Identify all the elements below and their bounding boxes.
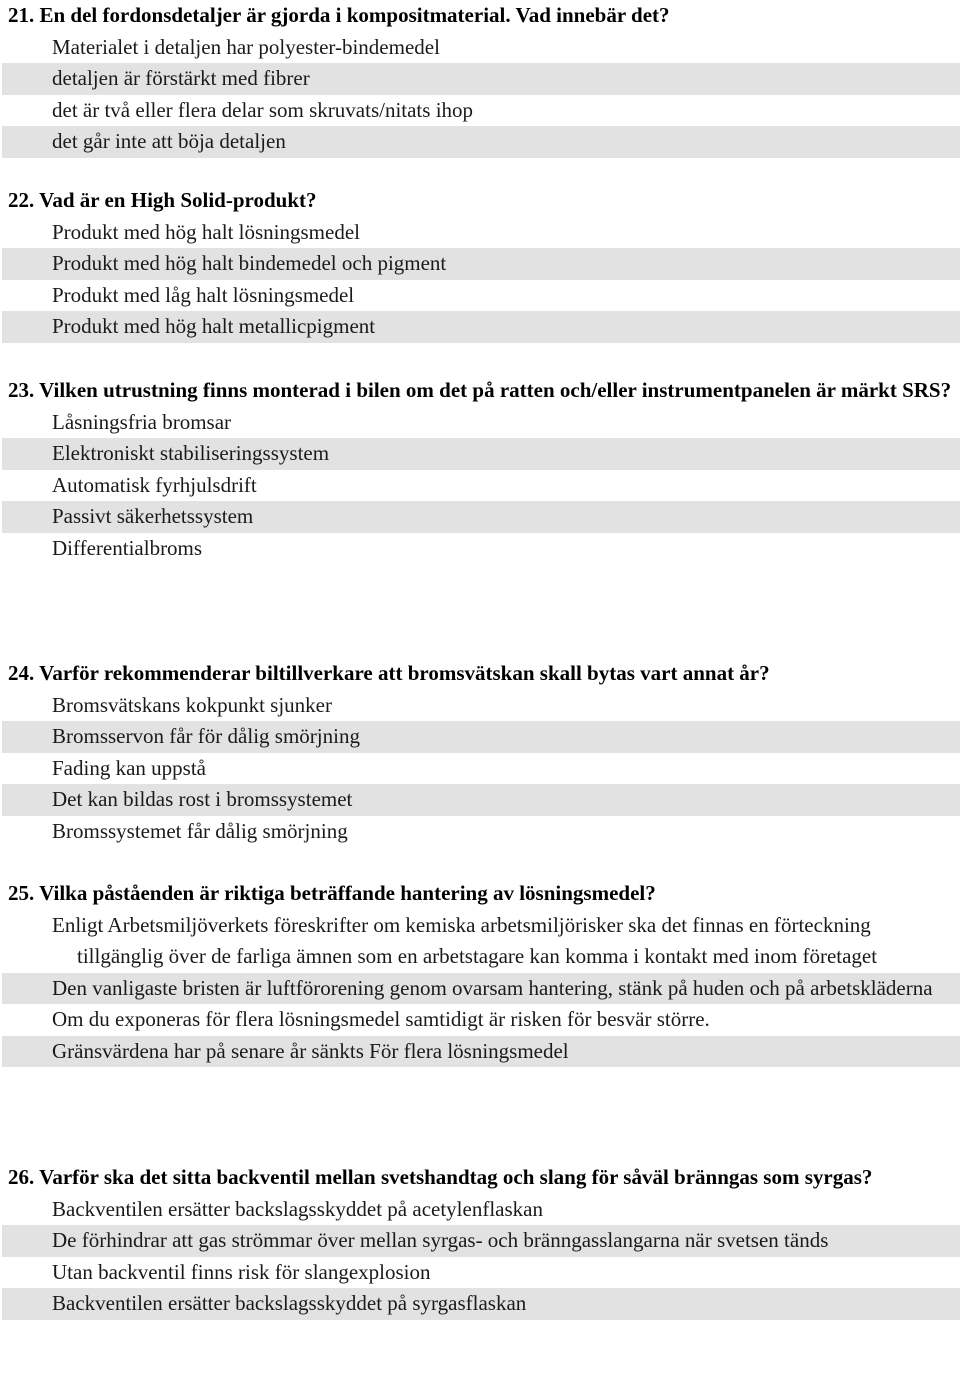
question-22 xyxy=(0,185,960,343)
answer-text: Enligt Arbetsmiljöverkets föreskrifter om kemiska arbetsmiljörisker ska det finnas en förteckning tillgänglig över de farliga ämnen som en arbetstagare kan komma i kontakt med inom företaget xyxy=(52,912,878,968)
answer-text: Bromsservon får för dålig smörjning xyxy=(52,724,360,748)
answer-option[interactable] xyxy=(2,1257,960,1289)
answer-text: Produkt med låg halt lösningsmedel xyxy=(52,282,355,307)
answer-text: Det kan bildas rost i bromssystemet xyxy=(52,787,353,811)
answer-options xyxy=(0,1194,960,1320)
question-23 xyxy=(0,375,960,564)
answer-option[interactable] xyxy=(2,1004,960,1036)
answer-text: Produkt med hög halt metallicpigment xyxy=(52,314,376,338)
question-title: 25. Vilka påståenden är riktiga beträffande hantering av lösningsmedel? xyxy=(8,881,656,905)
answer-text: Om du exponeras för flera lösningsmedel samtidigt är risken för besvär större. xyxy=(52,1007,710,1031)
question-title: 23. Vilken utrustning finns monterad i bilen om det på ratten och/eller instrumentpanelen är märkt SRS? xyxy=(8,378,952,402)
answer-option[interactable] xyxy=(2,438,960,470)
answer-text: det är två eller flera delar som skruvats/nitats ihop xyxy=(52,97,474,122)
answer-text: det går inte att böja detaljen xyxy=(52,129,286,153)
answer-option[interactable] xyxy=(2,721,960,753)
question-26 xyxy=(0,1162,960,1320)
answer-option[interactable] xyxy=(2,1225,960,1257)
answer-text: Bromssystemet får dålig smörjning xyxy=(52,818,348,843)
answer-option[interactable] xyxy=(2,470,960,502)
answer-text: Utan backventil finns risk för slangexplosion xyxy=(52,1259,431,1284)
answer-options xyxy=(0,910,960,1068)
answer-option[interactable] xyxy=(2,753,960,785)
answer-text: Automatisk fyrhjulsdrift xyxy=(52,472,257,497)
answer-text: De förhindrar att gas strömmar över mellan syrgas- och bränngasslangarna när svetsen tänds xyxy=(52,1228,829,1252)
answer-text: Backventilen ersätter backslagsskyddet på acetylenflaskan xyxy=(52,1196,543,1221)
answer-text: Låsningsfria bromsar xyxy=(52,409,232,434)
answer-options xyxy=(0,217,960,343)
answer-option[interactable] xyxy=(2,784,960,816)
answer-option[interactable] xyxy=(2,280,960,312)
answer-text: Gränsvärdena har på senare år sänkts För flera lösningsmedel xyxy=(52,1038,569,1063)
answer-options xyxy=(0,690,960,848)
answer-option[interactable] xyxy=(2,910,960,973)
answer-text: Passivt säkerhetssystem xyxy=(52,504,254,528)
answer-option[interactable] xyxy=(2,1036,960,1068)
answer-option[interactable] xyxy=(2,63,960,95)
answer-option[interactable] xyxy=(2,501,960,533)
answer-option[interactable] xyxy=(2,248,960,280)
question-title: 22. Vad är en High Solid-produkt? xyxy=(8,188,317,212)
question-25 xyxy=(0,878,960,1067)
answer-options xyxy=(0,32,960,158)
question-21 xyxy=(0,0,960,158)
question-title: 24. Varför rekommenderar biltillverkare att bromsvätskan skall bytas vart annat år? xyxy=(8,661,770,685)
question-24 xyxy=(0,658,960,847)
answer-option[interactable] xyxy=(2,690,960,722)
answer-option[interactable] xyxy=(2,32,960,64)
answer-option[interactable] xyxy=(2,311,960,343)
answer-option[interactable] xyxy=(2,1194,960,1226)
answer-option[interactable] xyxy=(2,217,960,249)
answer-option[interactable] xyxy=(2,533,960,565)
answer-options xyxy=(0,407,960,565)
answer-text: detaljen är förstärkt med fibrer xyxy=(52,66,310,90)
answer-text: Bromsvätskans kokpunkt sjunker xyxy=(52,692,332,717)
answer-text: Differentialbroms xyxy=(52,535,203,560)
question-title: 26. Varför ska det sitta backventil mellan svetshandtag och slang för såväl bränngas som syrgas? xyxy=(8,1165,873,1189)
answer-text: Den vanligaste bristen är luftförorening genom ovarsam hantering, stänk på huden och på arbetskläderna xyxy=(52,975,933,1000)
answer-option[interactable] xyxy=(2,816,960,848)
answer-text: Produkt med hög halt lösningsmedel xyxy=(52,219,360,244)
answer-option[interactable] xyxy=(2,126,960,158)
answer-option[interactable] xyxy=(2,973,960,1005)
answer-option[interactable] xyxy=(2,1288,960,1320)
answer-text: Elektroniskt stabiliseringssystem xyxy=(52,441,330,465)
answer-option[interactable] xyxy=(2,95,960,127)
answer-text: Fading kan uppstå xyxy=(52,755,206,780)
answer-text: Materialet i detaljen har polyester-bindemedel xyxy=(52,34,440,59)
answer-text: Backventilen ersätter backslagsskyddet på syrgasflaskan xyxy=(52,1291,527,1315)
question-title: 21. En del fordonsdetaljer är gjorda i kompositmaterial. Vad innebär det? xyxy=(8,3,670,27)
answer-option[interactable] xyxy=(2,407,960,439)
answer-text: Produkt med hög halt bindemedel och pigment xyxy=(52,251,447,275)
